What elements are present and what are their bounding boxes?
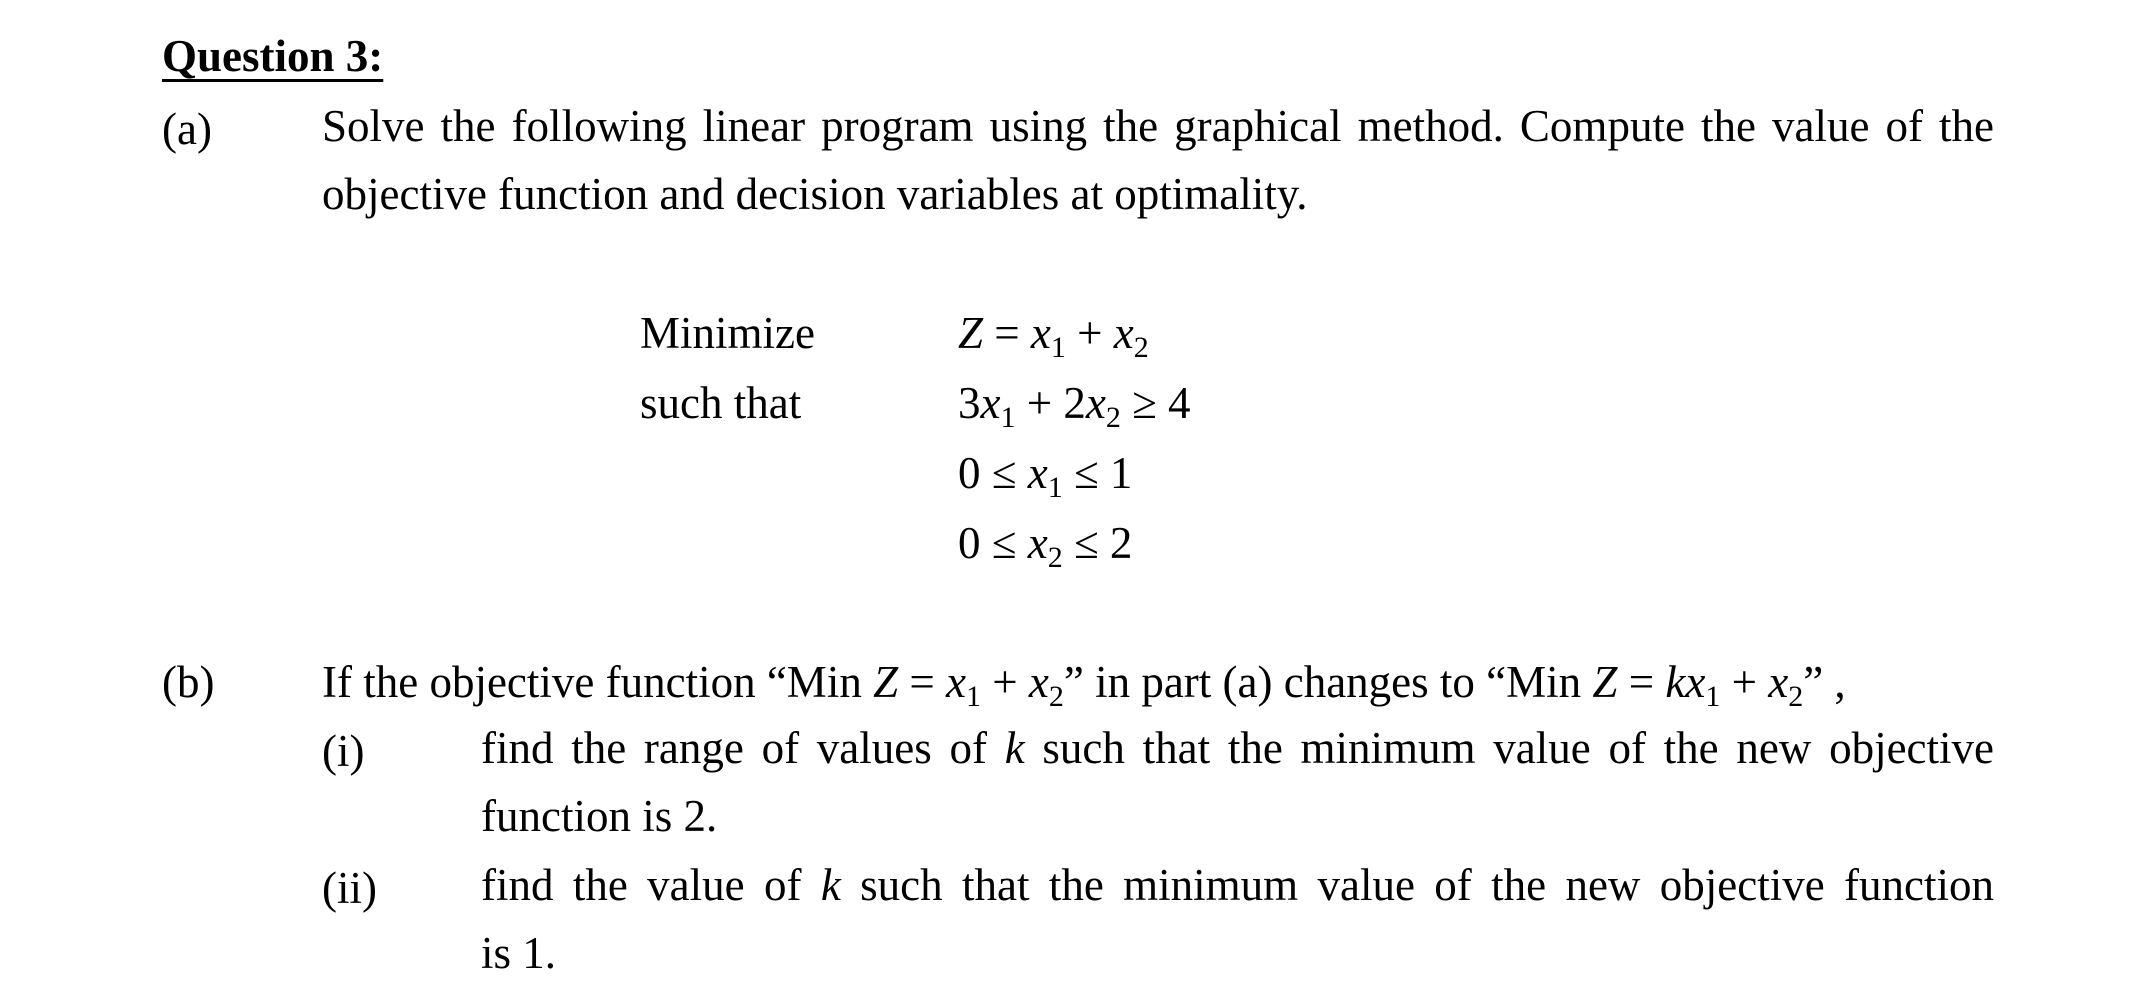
sub-ii-text — [481, 851, 1994, 987]
objective-function: $Z = x_1 + x_2$ — [958, 308, 1149, 364]
part-a-line-2: objective function and decision variables at optimality. — [322, 169, 1308, 219]
sub-ii-label: (ii) — [322, 863, 377, 913]
part-a-text — [322, 92, 1994, 228]
sub-ii-line-1: find the value of k such that the minimum value of the new objective function — [481, 860, 1995, 910]
part-b-label: (b) — [162, 657, 215, 707]
part-a-line-1: Solve the following linear program using the graphical method. Compute the value of the — [322, 101, 1994, 151]
sub-i-text — [481, 714, 1994, 850]
sub-i-line-2: function is 2. — [481, 791, 718, 841]
objective-keyword: Minimize — [640, 308, 815, 358]
constraint-2: $0 \le x_1 \le 1$ — [958, 448, 1133, 504]
sub-ii-line-2: is 1. — [481, 928, 557, 978]
sub-i-line-1: find the range of values of k such that the minimum value of the new objective — [481, 723, 1995, 773]
part-a-label: (a) — [162, 104, 212, 154]
part-b-intro: If the objective function “Min $Z = x_1 + x_2$” in part (a) changes to “Min $Z = kx_1 + x_2$” , — [322, 657, 1846, 713]
constraint-keyword: such that — [640, 378, 802, 428]
constraint-3: $0 \le x_2 \le 2$ — [958, 518, 1133, 574]
sub-i-label: (i) — [322, 726, 365, 776]
constraint-1: $3x_1 + 2x_2 \ge 4$ — [958, 378, 1191, 434]
question-title: Question 3: — [162, 31, 384, 81]
